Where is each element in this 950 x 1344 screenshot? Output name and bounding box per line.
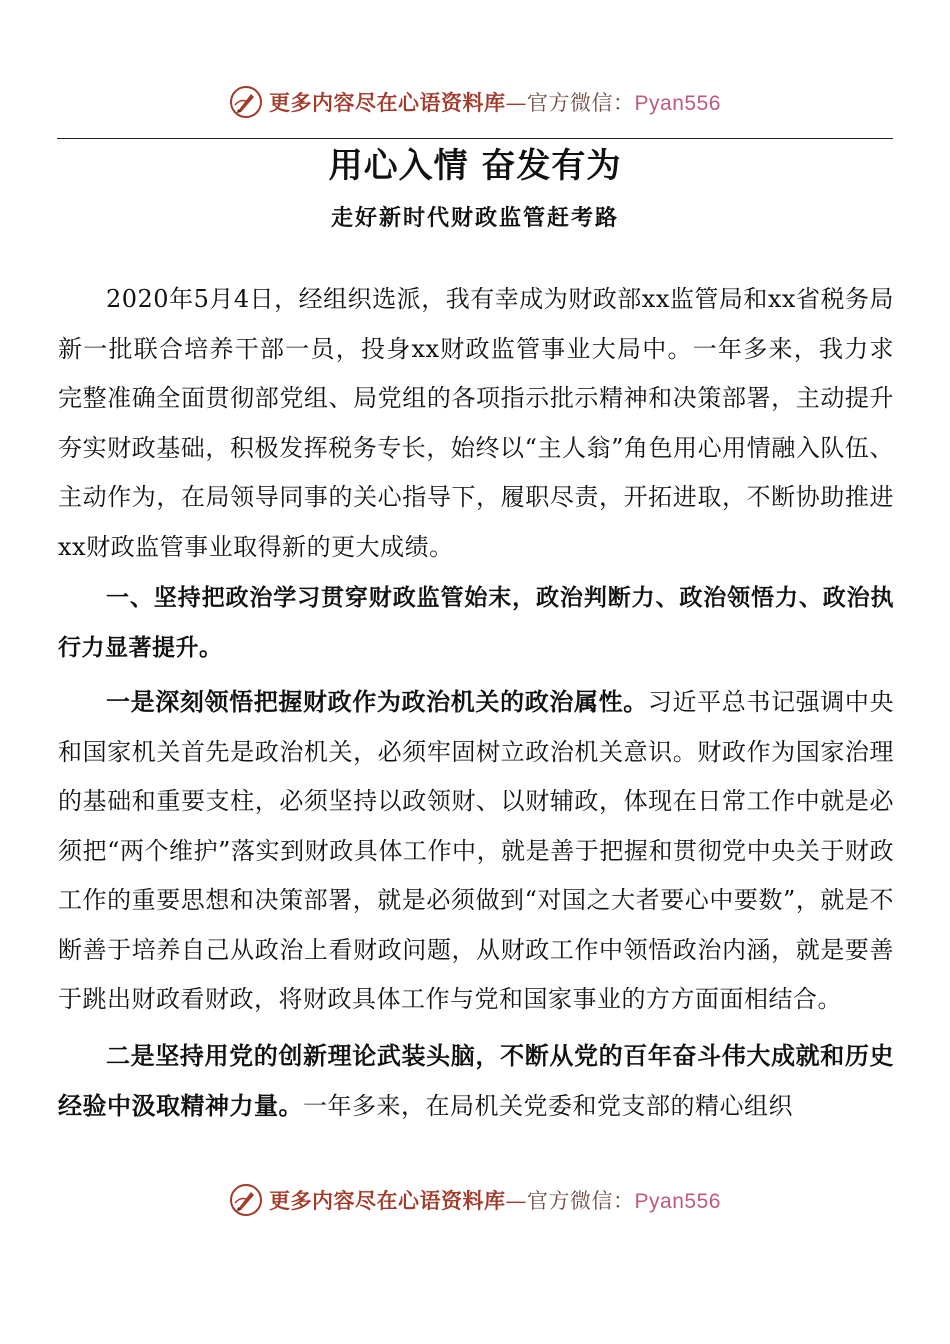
quill-logo-icon bbox=[229, 85, 263, 119]
paragraph-point-1 bbox=[58, 677, 894, 1025]
watermark-dash: — bbox=[505, 1189, 528, 1213]
header-rule bbox=[57, 138, 893, 139]
document-body bbox=[58, 275, 894, 1132]
watermark-wechat-label: 官方微信： bbox=[527, 1189, 635, 1213]
document-subtitle: 走好新时代财政监管赶考路 bbox=[330, 205, 619, 231]
watermark-wechat-id: Pyan556 bbox=[634, 1190, 721, 1213]
section-heading-1: 一、坚持把政治学习贯穿财政监管始末，政治判断力、政治领悟力、政治执行力显著提升。 bbox=[58, 585, 894, 661]
paragraph-intro: 2020年5月4日，经组织选派，我有幸成为财政部xx监管局和xx省税务局新一批联合培养干部一员，投身xx财政监管事业大局中。一年多来，我力求完整准确全面贯彻部党组、局党组的各项指示批示精神和决策部署，主动提升夯实财政基础，积极发挥税务专长，始终以“主人翁”角色用心用情融入队伍、主动作为，在局领导同事的关心指导下，履职尽责，开拓进取，不断协助推进xx财政监管事业取得新的更大成绩。 bbox=[58, 285, 894, 561]
paragraph-point-1-lead: 一是深刻领悟把握财政作为政治机关的政治属性。 bbox=[106, 687, 648, 716]
watermark-text bbox=[269, 87, 721, 117]
paragraph-point-2-lead: 二是坚持用党的创新理论武装头脑，不断从党的百年奋斗伟大成就和历史经验中汲取精神力量。 bbox=[58, 1040, 894, 1120]
paragraph-point-1-text: 习近平总书记强调中央和国家机关首先是政治机关，必须牢固树立政治机关意识。财政作为国家治理的基础和重要支柱，必须坚持以政领财、以财辅政，体现在日常工作中就是必须把“两个维护”落实到财政具体工作中，就是善于把握和贯彻党中央关于财政工作的重要思想和决策部署，就是必须做到“对国之大者要心中要数”，就是不断善于培养自己从政治上看财政问题，从财政工作中领悟政治内涵，就是要善于跳出财政看财政，将财政具体工作与党和国家事业的方方面面相结合。 bbox=[58, 688, 895, 1013]
quill-logo-icon bbox=[229, 1183, 263, 1217]
paragraph-point-2 bbox=[58, 1031, 894, 1132]
document-title: 用心入情 奋发有为 bbox=[328, 146, 622, 186]
watermark-banner-top bbox=[0, 82, 950, 122]
watermark-library-text: 更多内容尽在心语资料库 bbox=[269, 1188, 506, 1213]
watermark-library-text: 更多内容尽在心语资料库 bbox=[269, 90, 506, 115]
watermark-wechat-label: 官方微信： bbox=[527, 91, 635, 115]
watermark-wechat-id: Pyan556 bbox=[634, 92, 721, 115]
watermark-banner-bottom bbox=[0, 1180, 950, 1220]
watermark-dash: — bbox=[505, 91, 528, 115]
watermark-text bbox=[269, 1185, 721, 1215]
paragraph-point-2-text: 一年多来，在局机关党委和党支部的精心组织 bbox=[303, 1092, 793, 1120]
